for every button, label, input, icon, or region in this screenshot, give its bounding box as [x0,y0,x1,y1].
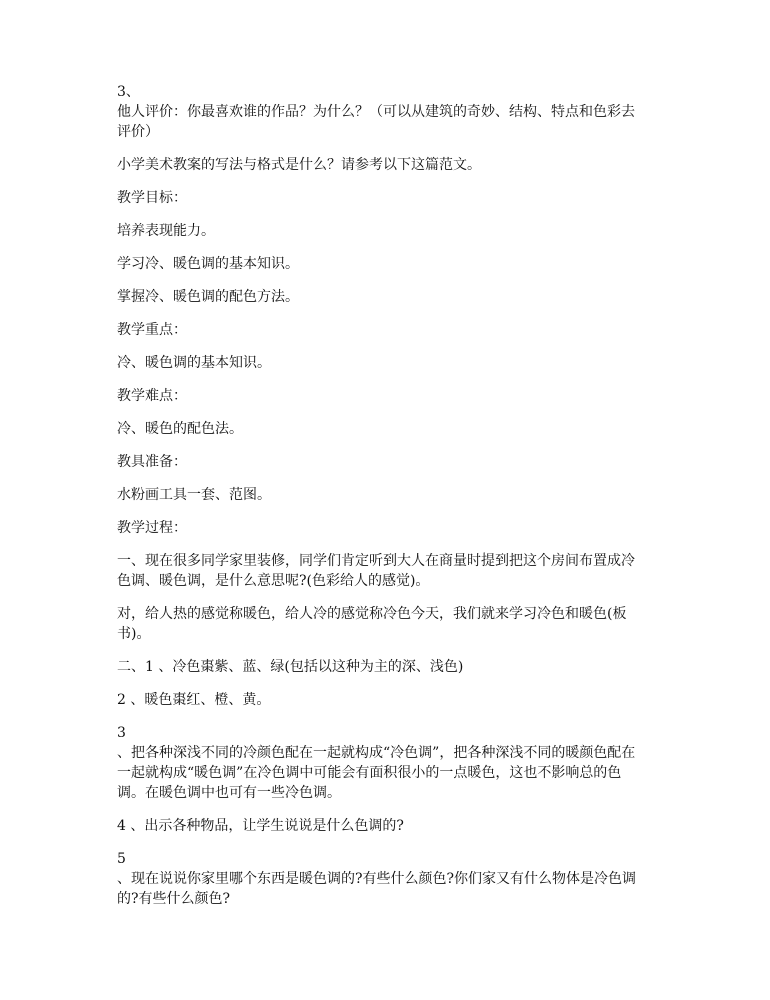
process-step: 4 、出示各种物品，让学生说说是什么色调的? [117,818,404,834]
paragraph-peer-evaluation: 3、 他人评价：你最喜欢谁的作品？为什么？（可以从建筑的奇妙、结构、特点和色彩去评价） [117,84,635,140]
process-step: 2 、暖色棗红、橙、黄。 [117,692,271,708]
difficulty-item: 冷、暖色的配色法。 [117,421,243,437]
process-step: 二、1 、冷色棗紫、蓝、绿(包括以这种为主的深、浅色) [117,659,464,675]
process-step: 对，给人热的感觉称暖色，给人冷的感觉称冷色今天，我们就来学习冷色和暖色(板书)。 [117,606,627,642]
goal-item: 培养表现能力。 [117,223,215,239]
key-point-item: 冷、暖色调的基本知识。 [117,355,271,371]
goal-item: 学习冷、暖色调的基本知识。 [117,256,299,272]
heading-difficulties: 教学难点： [117,388,187,404]
heading-process: 教学过程： [117,520,187,536]
process-step: 5 、现在说说你家里哪个东西是暖色调的?有些什么颜色?你们家又有什么物体是冷色调的?有些什么颜色? [117,851,637,907]
process-step: 3 、把各种深浅不同的冷颜色配在一起就构成“冷色调”，把各种深浅不同的暖颜色配在一起就构成“暖色调”在冷色调中可能会有面积很小的一点暖色，这也不影响总的色调。在暖色调中也可有一些冷色调。 [117,725,636,801]
process-step: 一、现在很多同学家里装修，同学们肯定听到大人在商量时提到把这个房间布置成冷色调、暖色调，是什么意思呢?(色彩给人的感觉)。 [117,553,635,589]
heading-materials: 教具准备： [117,454,187,470]
paragraph-intro: 小学美术教案的写法与格式是什么？请参考以下这篇范文。 [117,157,481,173]
document-body [117,82,647,922]
heading-teaching-goals: 教学目标： [117,190,187,206]
materials-item: 水粉画工具一套、范图。 [117,487,271,503]
heading-key-points: 教学重点： [117,322,187,338]
goal-item: 掌握冷、暖色调的配色方法。 [117,289,299,305]
